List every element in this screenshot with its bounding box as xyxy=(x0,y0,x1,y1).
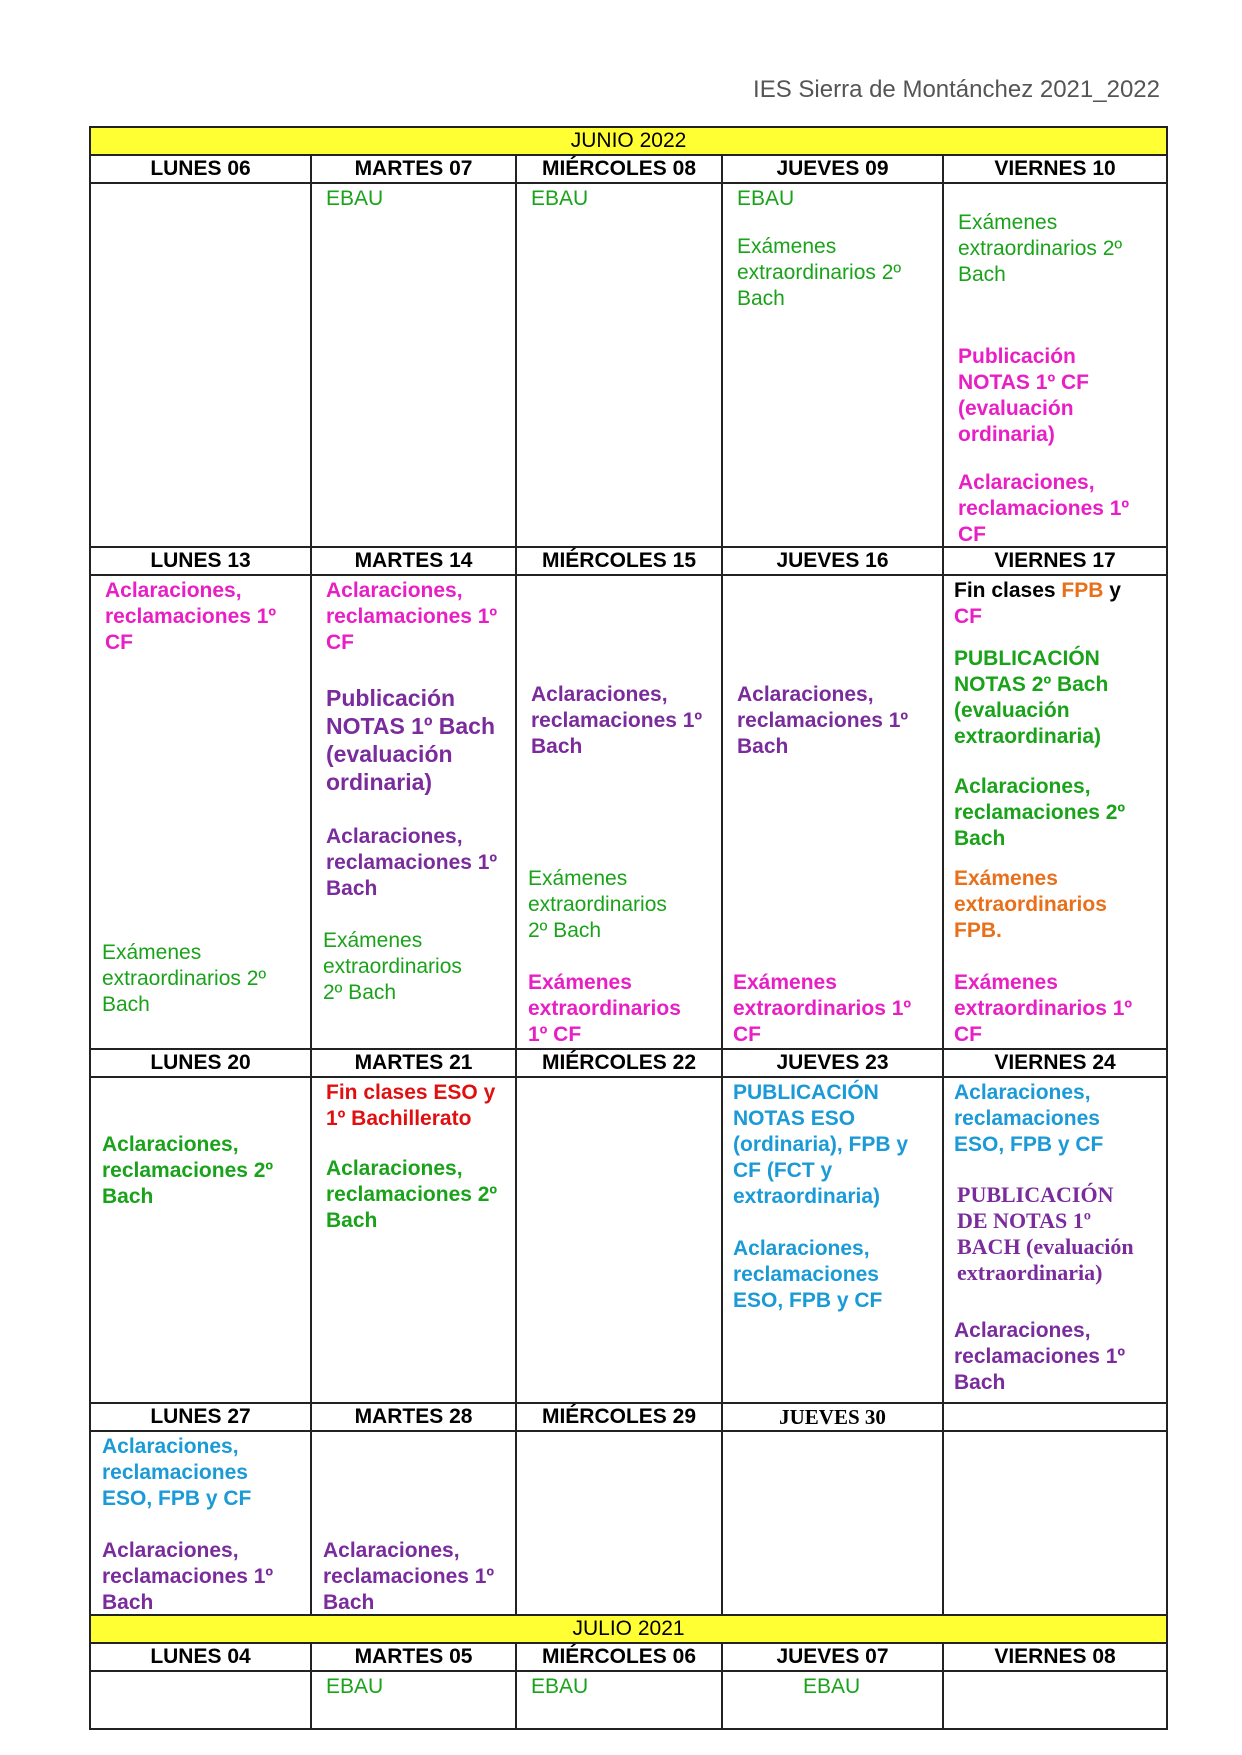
day-cell xyxy=(943,1671,1167,1729)
event-entry: Aclaraciones, reclamaciones 1º Bach xyxy=(326,825,498,900)
day-header: VIERNES 17 xyxy=(943,547,1167,575)
day-cell xyxy=(90,1671,311,1729)
event-entry: Aclaraciones, reclamaciones ESO, FPB y CF xyxy=(733,1237,883,1312)
day-cell xyxy=(90,183,311,547)
event-entry: PUBLICACIÓN NOTAS ESO (ordinaria), FPB y CF (FCT y extraordinaria) xyxy=(733,1081,909,1208)
event-entry: Aclaraciones, reclamaciones 2º Bach xyxy=(102,1133,274,1208)
day-header: LUNES 04 xyxy=(90,1643,311,1671)
month-title: JULIO 2021 xyxy=(90,1615,1167,1643)
event-text: FPB xyxy=(1061,579,1104,602)
day-cell xyxy=(943,575,1167,1049)
day-header: MIÉRCOLES 15 xyxy=(516,547,722,575)
day-cell xyxy=(943,183,1167,547)
day-header: JUEVES 09 xyxy=(722,155,943,183)
day-cell xyxy=(516,183,722,547)
day-header: MIÉRCOLES 06 xyxy=(516,1643,722,1671)
day-header-row xyxy=(90,155,1167,183)
day-cell xyxy=(943,1431,1167,1615)
day-header: VIERNES 10 xyxy=(943,155,1167,183)
event-entry: Exámenes extraordinarios 1º CF xyxy=(528,971,681,1046)
calendar-table xyxy=(89,126,1168,1730)
event-entry: Exámenes extraordinarios FPB. xyxy=(954,867,1107,942)
document-header: IES Sierra de Montánchez 2021_2022 xyxy=(753,76,1160,103)
day-header: JUEVES 16 xyxy=(722,547,943,575)
day-cell xyxy=(90,575,311,1049)
event-entry: EBAU xyxy=(803,1675,861,1698)
day-header xyxy=(943,1403,1167,1431)
event-entry: Exámenes extraordinarios 2º Bach xyxy=(958,211,1123,286)
day-header: LUNES 20 xyxy=(90,1049,311,1077)
month-row-july xyxy=(90,1615,1167,1643)
day-header-row xyxy=(90,1403,1167,1431)
event-entry: Aclaraciones, reclamaciones ESO, FPB y CF xyxy=(102,1435,252,1510)
week-row xyxy=(90,575,1167,1049)
day-cell xyxy=(722,1431,943,1615)
event-entry: Exámenes extraordinarios 2º Bach xyxy=(323,929,462,1004)
day-cell xyxy=(516,575,722,1049)
day-header: MARTES 14 xyxy=(311,547,516,575)
day-header: LUNES 13 xyxy=(90,547,311,575)
day-cell xyxy=(90,1077,311,1403)
day-cell xyxy=(516,1077,722,1403)
day-header: MIÉRCOLES 08 xyxy=(516,155,722,183)
day-cell xyxy=(722,1077,943,1403)
event-entry: Aclaraciones, reclamaciones 1º Bach xyxy=(323,1539,495,1614)
day-header: VIERNES 24 xyxy=(943,1049,1167,1077)
day-header: JUEVES 07 xyxy=(722,1643,943,1671)
day-header-row xyxy=(90,1049,1167,1077)
day-header: MARTES 05 xyxy=(311,1643,516,1671)
event-entry: Exámenes extraordinarios 2º Bach xyxy=(528,867,667,942)
week-row xyxy=(90,1431,1167,1615)
event-entry: Fin clases ESO y 1º Bachillerato xyxy=(326,1081,496,1130)
day-cell xyxy=(516,1431,722,1615)
week-row xyxy=(90,183,1167,547)
day-cell xyxy=(516,1671,722,1729)
day-cell xyxy=(90,1431,311,1615)
event-entry: Exámenes extraordinarios 2º Bach xyxy=(102,941,267,1016)
event-entry: Exámenes extraordinarios 1º CF xyxy=(733,971,912,1046)
event-entry: Publicación NOTAS 1º CF (evaluación ordinaria) xyxy=(958,345,1089,446)
event-entry: Aclaraciones, reclamaciones 1º Bach xyxy=(737,683,909,758)
day-cell xyxy=(311,1431,516,1615)
day-cell xyxy=(311,1077,516,1403)
event-entry: Aclaraciones, reclamaciones 1º Bach xyxy=(531,683,703,758)
event-text: CF xyxy=(954,605,982,628)
day-cell xyxy=(943,1077,1167,1403)
event-entry: Aclaraciones, reclamaciones 1º CF xyxy=(105,579,277,654)
event-entry: PUBLICACIÓN DE NOTAS 1º BACH (evaluación extraordinaria) xyxy=(957,1182,1134,1285)
event-entry: EBAU xyxy=(326,1675,384,1698)
event-entry: Aclaraciones, reclamaciones 1º Bach xyxy=(954,1319,1126,1394)
day-cell xyxy=(311,1671,516,1729)
week-row xyxy=(90,1077,1167,1403)
event-entry: PUBLICACIÓN NOTAS 2º Bach (evaluación extraordinaria) xyxy=(954,647,1109,748)
day-header: MIÉRCOLES 22 xyxy=(516,1049,722,1077)
day-header: MARTES 07 xyxy=(311,155,516,183)
day-header-row xyxy=(90,1643,1167,1671)
day-header: MIÉRCOLES 29 xyxy=(516,1403,722,1431)
event-text: Fin clases xyxy=(954,579,1062,602)
month-row-june xyxy=(90,127,1167,155)
month-title: JUNIO 2022 xyxy=(90,127,1167,155)
event-entry: Aclaraciones, reclamaciones 2º Bach xyxy=(954,775,1126,850)
event-entry: Aclaraciones, reclamaciones 1º Bach xyxy=(102,1539,274,1614)
event-entry: Exámenes extraordinarios 1º CF xyxy=(954,971,1133,1046)
event-entry: Aclaraciones, reclamaciones 1º CF xyxy=(326,579,498,654)
event-entry: EBAU xyxy=(326,187,384,210)
event-entry: Aclaraciones, reclamaciones ESO, FPB y CF xyxy=(954,1081,1104,1156)
day-header: JUEVES 30 xyxy=(722,1403,943,1431)
day-header-row xyxy=(90,547,1167,575)
day-header: LUNES 27 xyxy=(90,1403,311,1431)
day-header: VIERNES 08 xyxy=(943,1643,1167,1671)
day-cell xyxy=(722,1671,943,1729)
week-row xyxy=(90,1671,1167,1729)
event-entry: EBAU xyxy=(531,187,589,210)
day-cell xyxy=(311,183,516,547)
event-entry: EBAU xyxy=(531,1675,589,1698)
day-header: LUNES 06 xyxy=(90,155,311,183)
event-entry: Aclaraciones, reclamaciones 2º Bach xyxy=(326,1157,498,1232)
day-header: MARTES 21 xyxy=(311,1049,516,1077)
event-entry xyxy=(954,578,1121,630)
day-cell xyxy=(722,183,943,547)
event-entry: Aclaraciones, reclamaciones 1º CF xyxy=(958,471,1130,546)
event-entry: Exámenes extraordinarios 2º Bach xyxy=(737,235,902,310)
event-entry: Publicación NOTAS 1º Bach (evaluación ordinaria) xyxy=(326,685,496,795)
day-cell xyxy=(722,575,943,1049)
event-entry: EBAU xyxy=(737,187,795,210)
day-cell xyxy=(311,575,516,1049)
day-header: MARTES 28 xyxy=(311,1403,516,1431)
day-header: JUEVES 23 xyxy=(722,1049,943,1077)
event-text: y xyxy=(1103,579,1121,602)
